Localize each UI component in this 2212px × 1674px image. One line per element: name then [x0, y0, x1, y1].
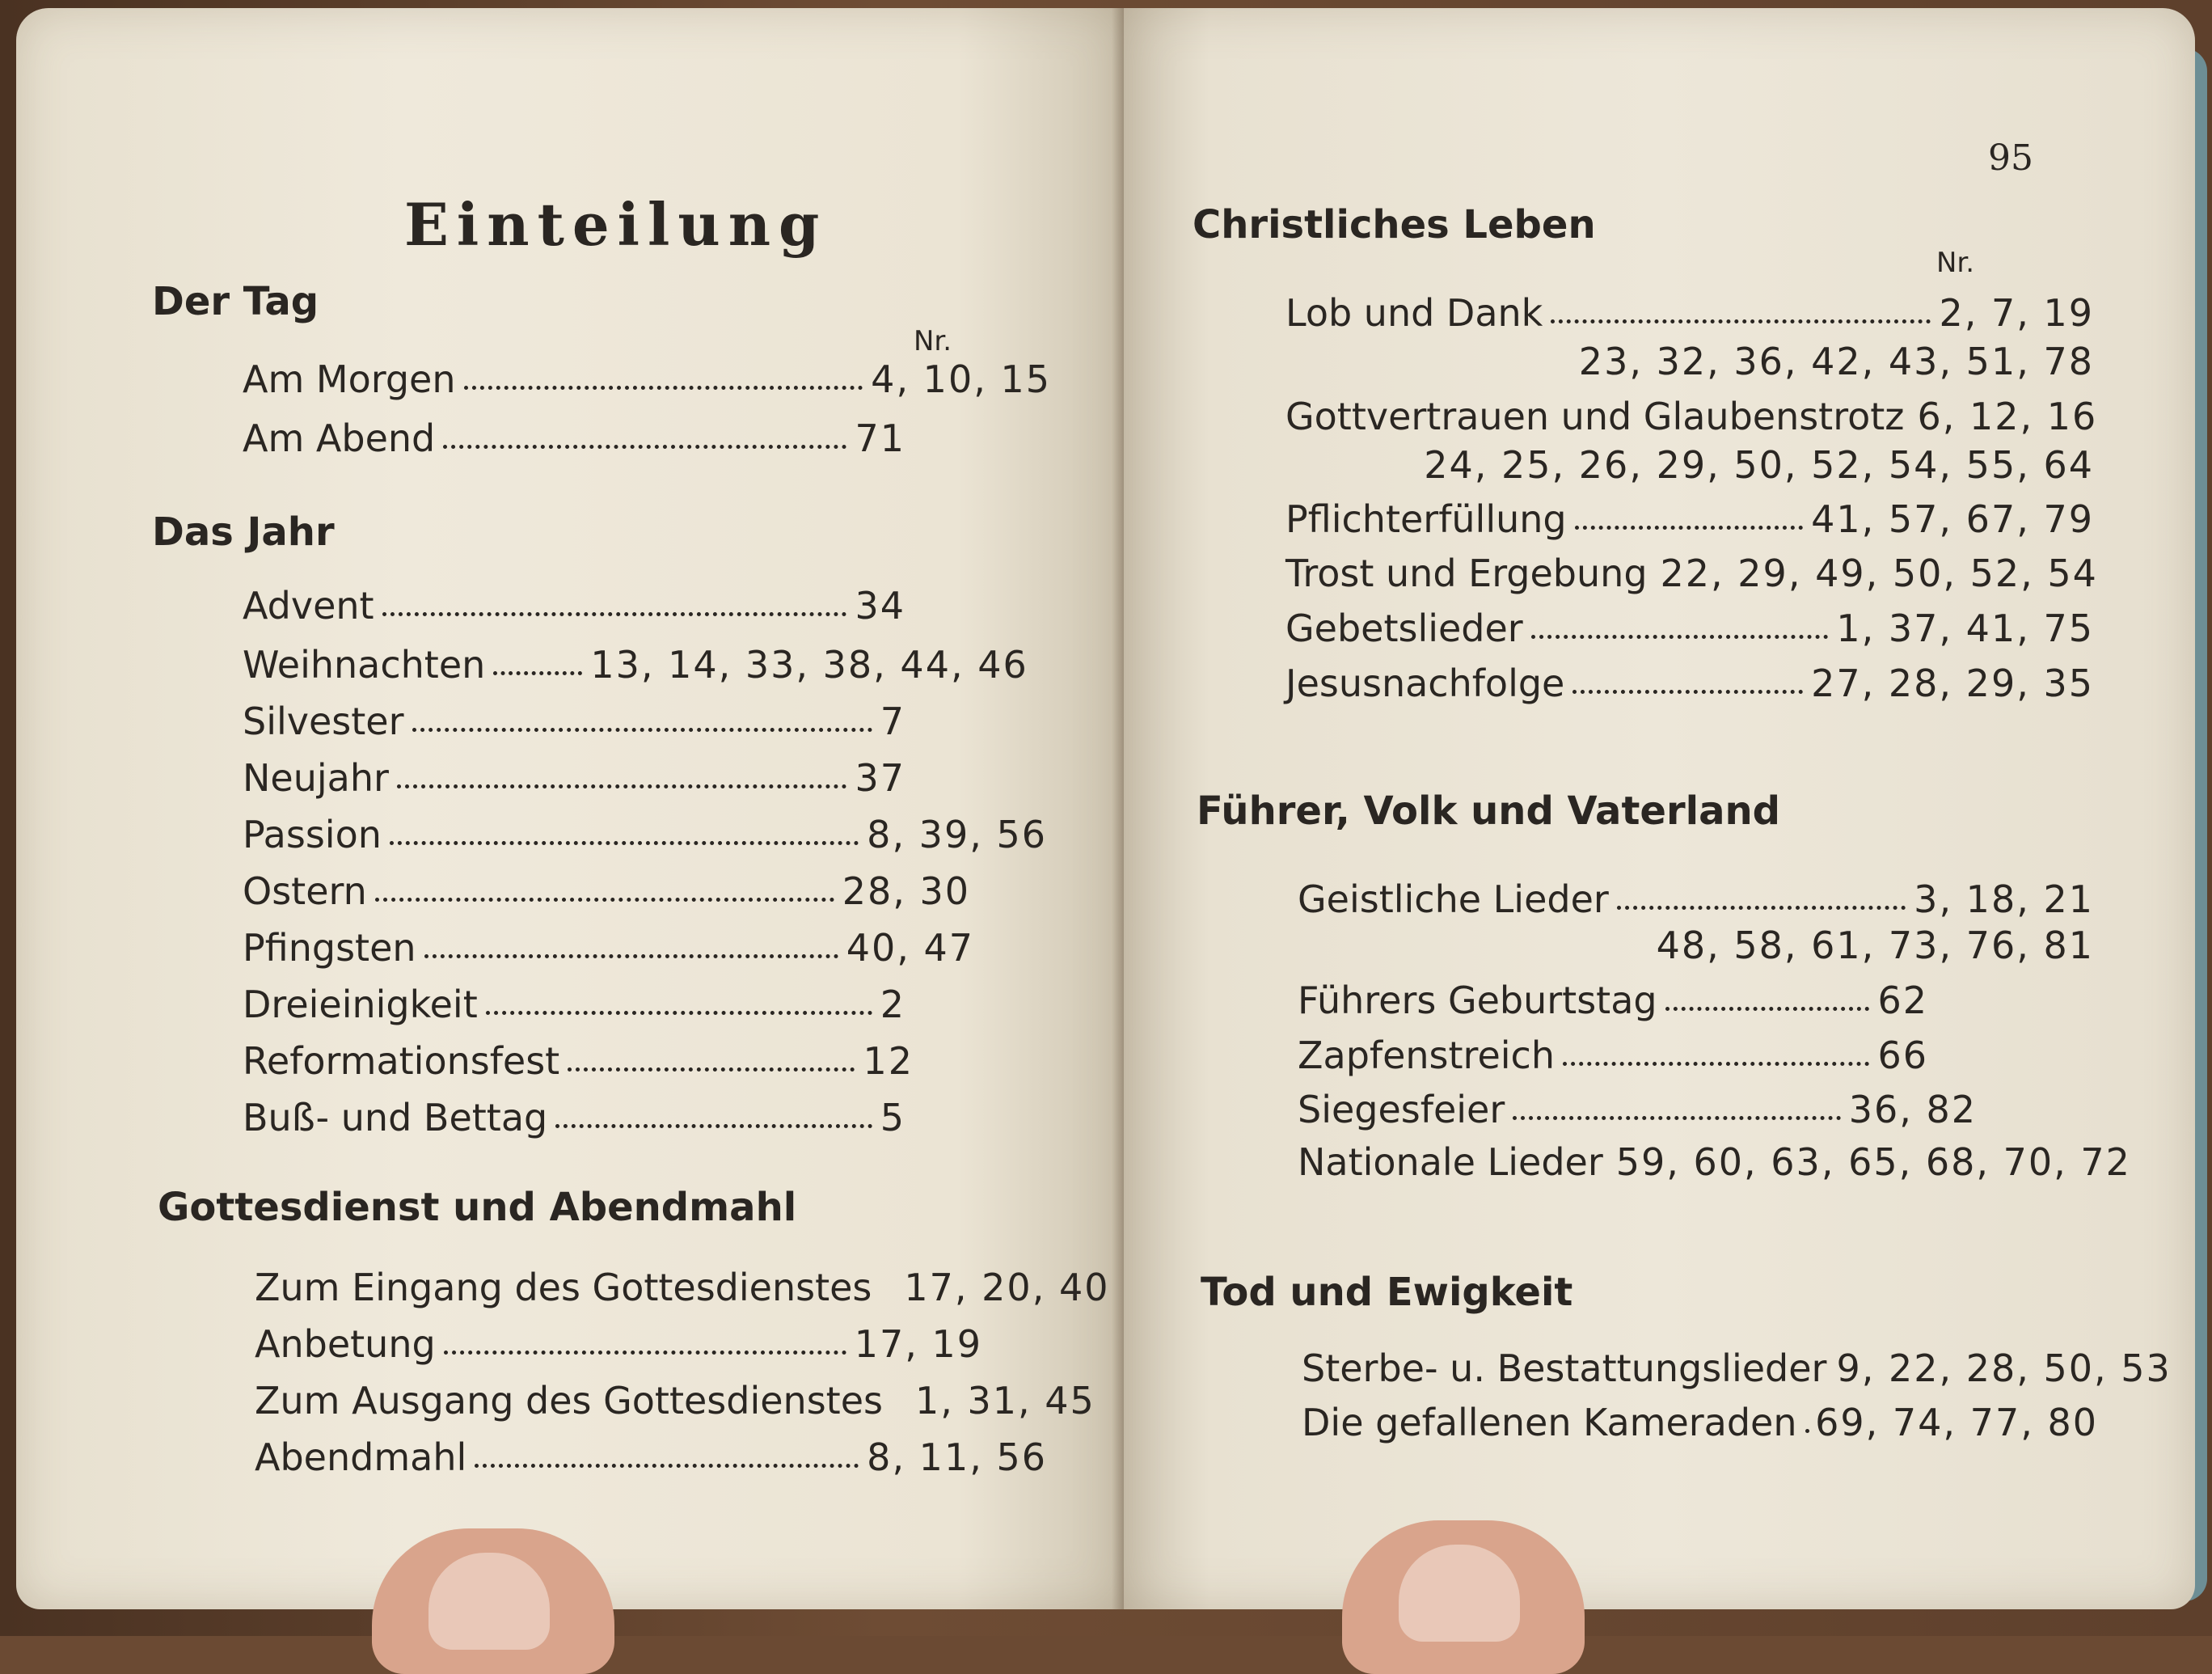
entry-label: Passion: [243, 813, 382, 856]
entry-numbers: 6, 12, 16: [1917, 395, 2098, 438]
entry-label: Zum Eingang des Gottesdienstes: [255, 1266, 872, 1309]
index-entry: [255, 1379, 1095, 1422]
entry-numbers: 34: [855, 584, 905, 628]
entry-label: Reformationsfest: [243, 1039, 560, 1083]
index-entry: [1285, 607, 2094, 650]
entry-label: Ostern: [243, 869, 367, 913]
index-entry: [1285, 291, 2094, 335]
entry-label: Buß- und Bettag: [243, 1096, 548, 1139]
entry-label: Pflichterfüllung: [1285, 497, 1567, 541]
index-entry: [243, 700, 905, 743]
entry-numbers: 1, 37, 41, 75: [1836, 607, 2094, 650]
entry-label: Jesusnachfolge: [1285, 662, 1565, 705]
entry-label: Advent: [243, 584, 374, 628]
leader-dots: [382, 612, 847, 616]
entry-label: Führers Geburtstag: [1298, 979, 1657, 1022]
index-entry: [243, 983, 905, 1026]
index-entry: [243, 584, 905, 628]
entry-numbers: 13, 14, 33, 38, 44, 46: [590, 643, 1028, 687]
leader-dots: [493, 671, 582, 675]
right-page: [1124, 8, 2195, 1609]
index-entry: [1285, 395, 2098, 438]
entry-label: Zapfenstreich: [1298, 1034, 1555, 1077]
entry-label: Silvester: [243, 700, 404, 743]
entry-numbers: 28, 30: [842, 869, 970, 913]
entry-numbers: 12: [863, 1039, 914, 1083]
index-entry: [243, 643, 1051, 687]
entry-numbers: 17, 20, 40: [904, 1266, 1110, 1309]
entry-numbers: 2, 7, 19: [1939, 291, 2094, 335]
section-heading: Führer, Volk und Vaterland: [1197, 788, 1780, 834]
section-heading: Tod und Ewigkeit: [1201, 1270, 1573, 1315]
index-entry: [243, 416, 905, 460]
right-thumb: [1342, 1520, 1585, 1674]
nr-column-label: Nr.: [1936, 247, 1975, 279]
index-entry: [243, 869, 970, 913]
open-booklet: [16, 8, 2199, 1613]
index-entry: [1302, 1401, 2098, 1444]
entry-label: Pfingsten: [243, 926, 416, 970]
entry-label: Dreieinigkeit: [243, 983, 478, 1026]
leader-dots: [1805, 1429, 1808, 1433]
leader-dots: [475, 1464, 859, 1468]
entry-numbers: 9, 22, 28, 50, 53: [1836, 1346, 2172, 1390]
section-heading: Das Jahr: [152, 509, 335, 555]
entry-continuation-numbers: 24, 25, 26, 29, 50, 52, 54, 55, 64: [1424, 443, 2094, 487]
index-entry: [1285, 662, 2094, 705]
leader-dots: [424, 954, 838, 958]
leader-dots: [1551, 319, 1931, 323]
entry-label: Sterbe- u. Bestattungslieder: [1302, 1346, 1827, 1390]
entry-numbers: 36, 82: [1848, 1088, 1977, 1131]
entry-numbers: 71: [855, 416, 905, 460]
left-page: [16, 8, 1124, 1609]
index-entry: [255, 1322, 982, 1366]
entry-numbers: 5: [880, 1096, 905, 1139]
nr-column-label: Nr.: [914, 325, 952, 357]
index-entry: [243, 357, 1051, 401]
page-title: Einteilung: [404, 190, 828, 259]
thumbnail: [1399, 1545, 1520, 1642]
leader-dots: [375, 898, 834, 902]
entry-numbers: 27, 28, 29, 35: [1811, 662, 2094, 705]
entry-numbers: 41, 57, 67, 79: [1811, 497, 2094, 541]
entry-numbers: 59, 60, 63, 65, 68, 70, 72: [1615, 1140, 2131, 1184]
leader-dots: [464, 386, 863, 390]
entry-label: Anbetung: [255, 1322, 436, 1366]
section-heading: Der Tag: [152, 279, 319, 324]
index-entry: [1285, 497, 2094, 541]
leader-dots: [1572, 690, 1803, 694]
entry-label: Weihnachten: [243, 643, 486, 687]
index-entry: [1298, 877, 2094, 921]
entry-numbers: 4, 10, 15: [871, 357, 1051, 401]
leader-dots: [412, 728, 872, 732]
entry-numbers: 62: [1877, 979, 1928, 1022]
leader-dots: [444, 1351, 846, 1355]
entry-label: Lob und Dank: [1285, 291, 1543, 335]
index-entry: [243, 756, 905, 800]
leader-dots: [568, 1067, 855, 1072]
index-entry: [255, 1435, 1047, 1479]
entry-continuation-numbers: 48, 58, 61, 73, 76, 81: [1656, 924, 2094, 967]
entry-label: Zum Ausgang des Gottesdienstes: [255, 1379, 883, 1422]
section-heading: Christliches Leben: [1193, 202, 1596, 247]
index-entry: [1298, 979, 1928, 1022]
left-thumb: [372, 1528, 614, 1674]
entry-label: Neujahr: [243, 756, 389, 800]
leader-dots: [555, 1124, 872, 1128]
entry-label: Die gefallenen Kameraden: [1302, 1401, 1797, 1444]
entry-numbers: 7: [880, 700, 905, 743]
thumbnail: [428, 1553, 550, 1650]
entry-numbers: 1, 31, 45: [914, 1379, 1095, 1422]
index-entry: [1298, 1088, 1977, 1131]
leader-dots: [1575, 526, 1804, 530]
index-entry: [243, 813, 1047, 856]
entry-label: Gebetslieder: [1285, 607, 1523, 650]
page-number: 95: [1988, 137, 2033, 179]
entry-numbers: 22, 29, 49, 50, 52, 54: [1660, 552, 2098, 595]
entry-numbers: 37: [855, 756, 905, 800]
entry-numbers: 69, 74, 77, 80: [1815, 1401, 2098, 1444]
leader-dots: [397, 784, 847, 788]
index-entry: [255, 1266, 1110, 1309]
entry-numbers: 40, 47: [846, 926, 974, 970]
index-entry: [1298, 1034, 1928, 1077]
leader-dots: [390, 841, 859, 845]
index-entry: [1298, 1140, 2131, 1184]
leader-dots: [1617, 906, 1906, 910]
leader-dots: [1665, 1007, 1870, 1011]
entry-label: Gottvertrauen und Glaubenstrotz: [1285, 395, 1905, 438]
leader-dots: [1531, 635, 1829, 639]
index-entry: [243, 1039, 914, 1083]
entry-label: Am Abend: [243, 416, 436, 460]
entry-continuation-numbers: 23, 32, 36, 42, 43, 51, 78: [1578, 340, 2094, 383]
leader-dots: [1563, 1062, 1869, 1066]
entry-label: Geistliche Lieder: [1298, 877, 1609, 921]
index-entry: [1302, 1346, 2172, 1390]
leader-dots: [486, 1011, 872, 1015]
entry-numbers: 66: [1877, 1034, 1928, 1077]
entry-label: Abendmahl: [255, 1435, 467, 1479]
entry-numbers: 8, 39, 56: [867, 813, 1047, 856]
entry-label: Trost und Ergebung: [1285, 552, 1648, 595]
index-entry: [1285, 552, 2098, 595]
entry-label: Siegesfeier: [1298, 1088, 1505, 1131]
leader-dots: [443, 445, 846, 449]
section-heading: Gottesdienst und Abendmahl: [158, 1185, 797, 1230]
entry-numbers: 2: [880, 983, 905, 1026]
entry-label: Nationale Lieder: [1298, 1140, 1603, 1184]
entry-numbers: 17, 19: [854, 1322, 982, 1366]
entry-label: Am Morgen: [243, 357, 456, 401]
entry-numbers: 8, 11, 56: [867, 1435, 1047, 1479]
index-entry: [243, 926, 974, 970]
index-entry: [243, 1096, 905, 1139]
entry-numbers: 3, 18, 21: [1914, 877, 2094, 921]
leader-dots: [1513, 1116, 1840, 1120]
